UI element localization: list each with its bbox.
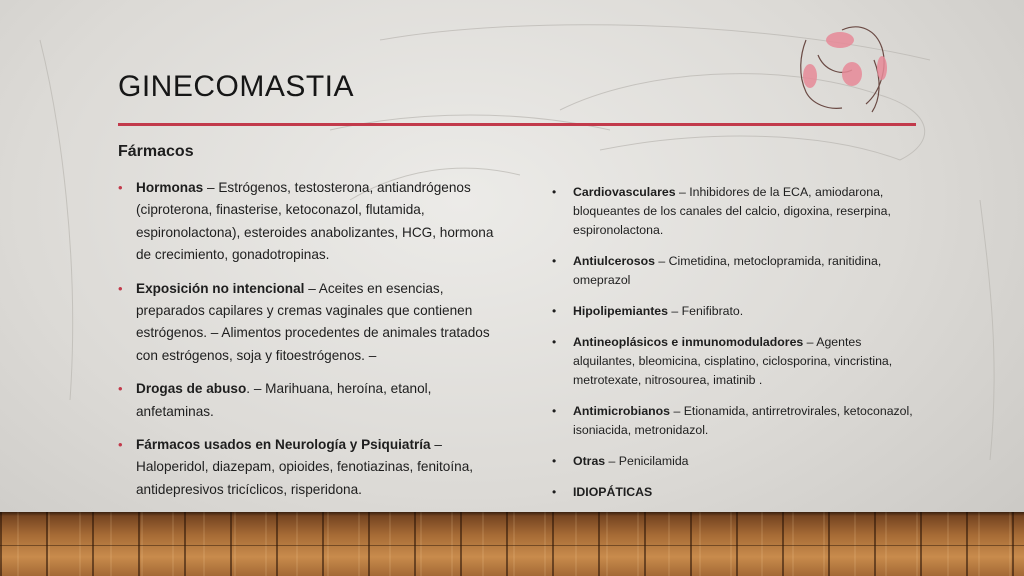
list-item: • Antimicrobianos – Etionamida, antirretrovirales, ketoconazol, isoniacida, metronidazol. (552, 402, 922, 440)
section-subtitle: Fármacos (118, 143, 194, 160)
list-item: • Antineoplásicos e inmunomoduladores – Agentes alquilantes, bleomicina, cisplatino, ciclosporina, vincristina, metrotexate, nitrosourea, imatinib . (552, 333, 922, 390)
list-item: • Antiulcerosos – Cimetidina, metoclopramida, ranitidina, omeprazol (552, 252, 922, 290)
list-item: • Hormonas – Estrógenos, testosterona, antiandrógenos (ciproterona, finasterise, ketoconazol, flutamida, espironolactona), esteroides anabolizantes, HCG, hormona de crecimiento, gonadotropinas. (118, 177, 508, 267)
list-item: • Otras – Penicilamida (552, 452, 922, 471)
list-item: • Hipolipemiantes – Fenifibrato. (552, 302, 922, 321)
list-item: • IDIOPÁTICAS (552, 483, 922, 502)
list-item: • Fármacos usados en Neurología y Psiquiatría – Haloperidol, diazepam, opioides, fenotiazinas, fenitoína, antidepresivos tricíclicos, risperidona. (118, 434, 508, 501)
list-item: • Exposición no intencional – Aceites en esencias, preparados capilares y cremas vaginales que contienen estrógenos. – Alimentos procedentes de animales tratados con estrógenos, soja y fitoestrógenos. – (118, 278, 508, 368)
list-item: • Cardiovasculares – Inhibidores de la ECA, amiodarona, bloqueantes de los canales del calcio, digoxina, reserpina, espironolactona. (552, 183, 922, 240)
left-bullet-list (118, 177, 508, 512)
title-divider (118, 123, 916, 126)
wooden-floor (0, 512, 1024, 576)
list-item: • Drogas de abuso. – Marihuana, heroína, etanol, anfetaminas. (118, 378, 508, 423)
slide-title: GINECOMASTIA (118, 70, 355, 103)
right-bullet-list (552, 183, 922, 514)
floor-seam (0, 545, 1024, 546)
